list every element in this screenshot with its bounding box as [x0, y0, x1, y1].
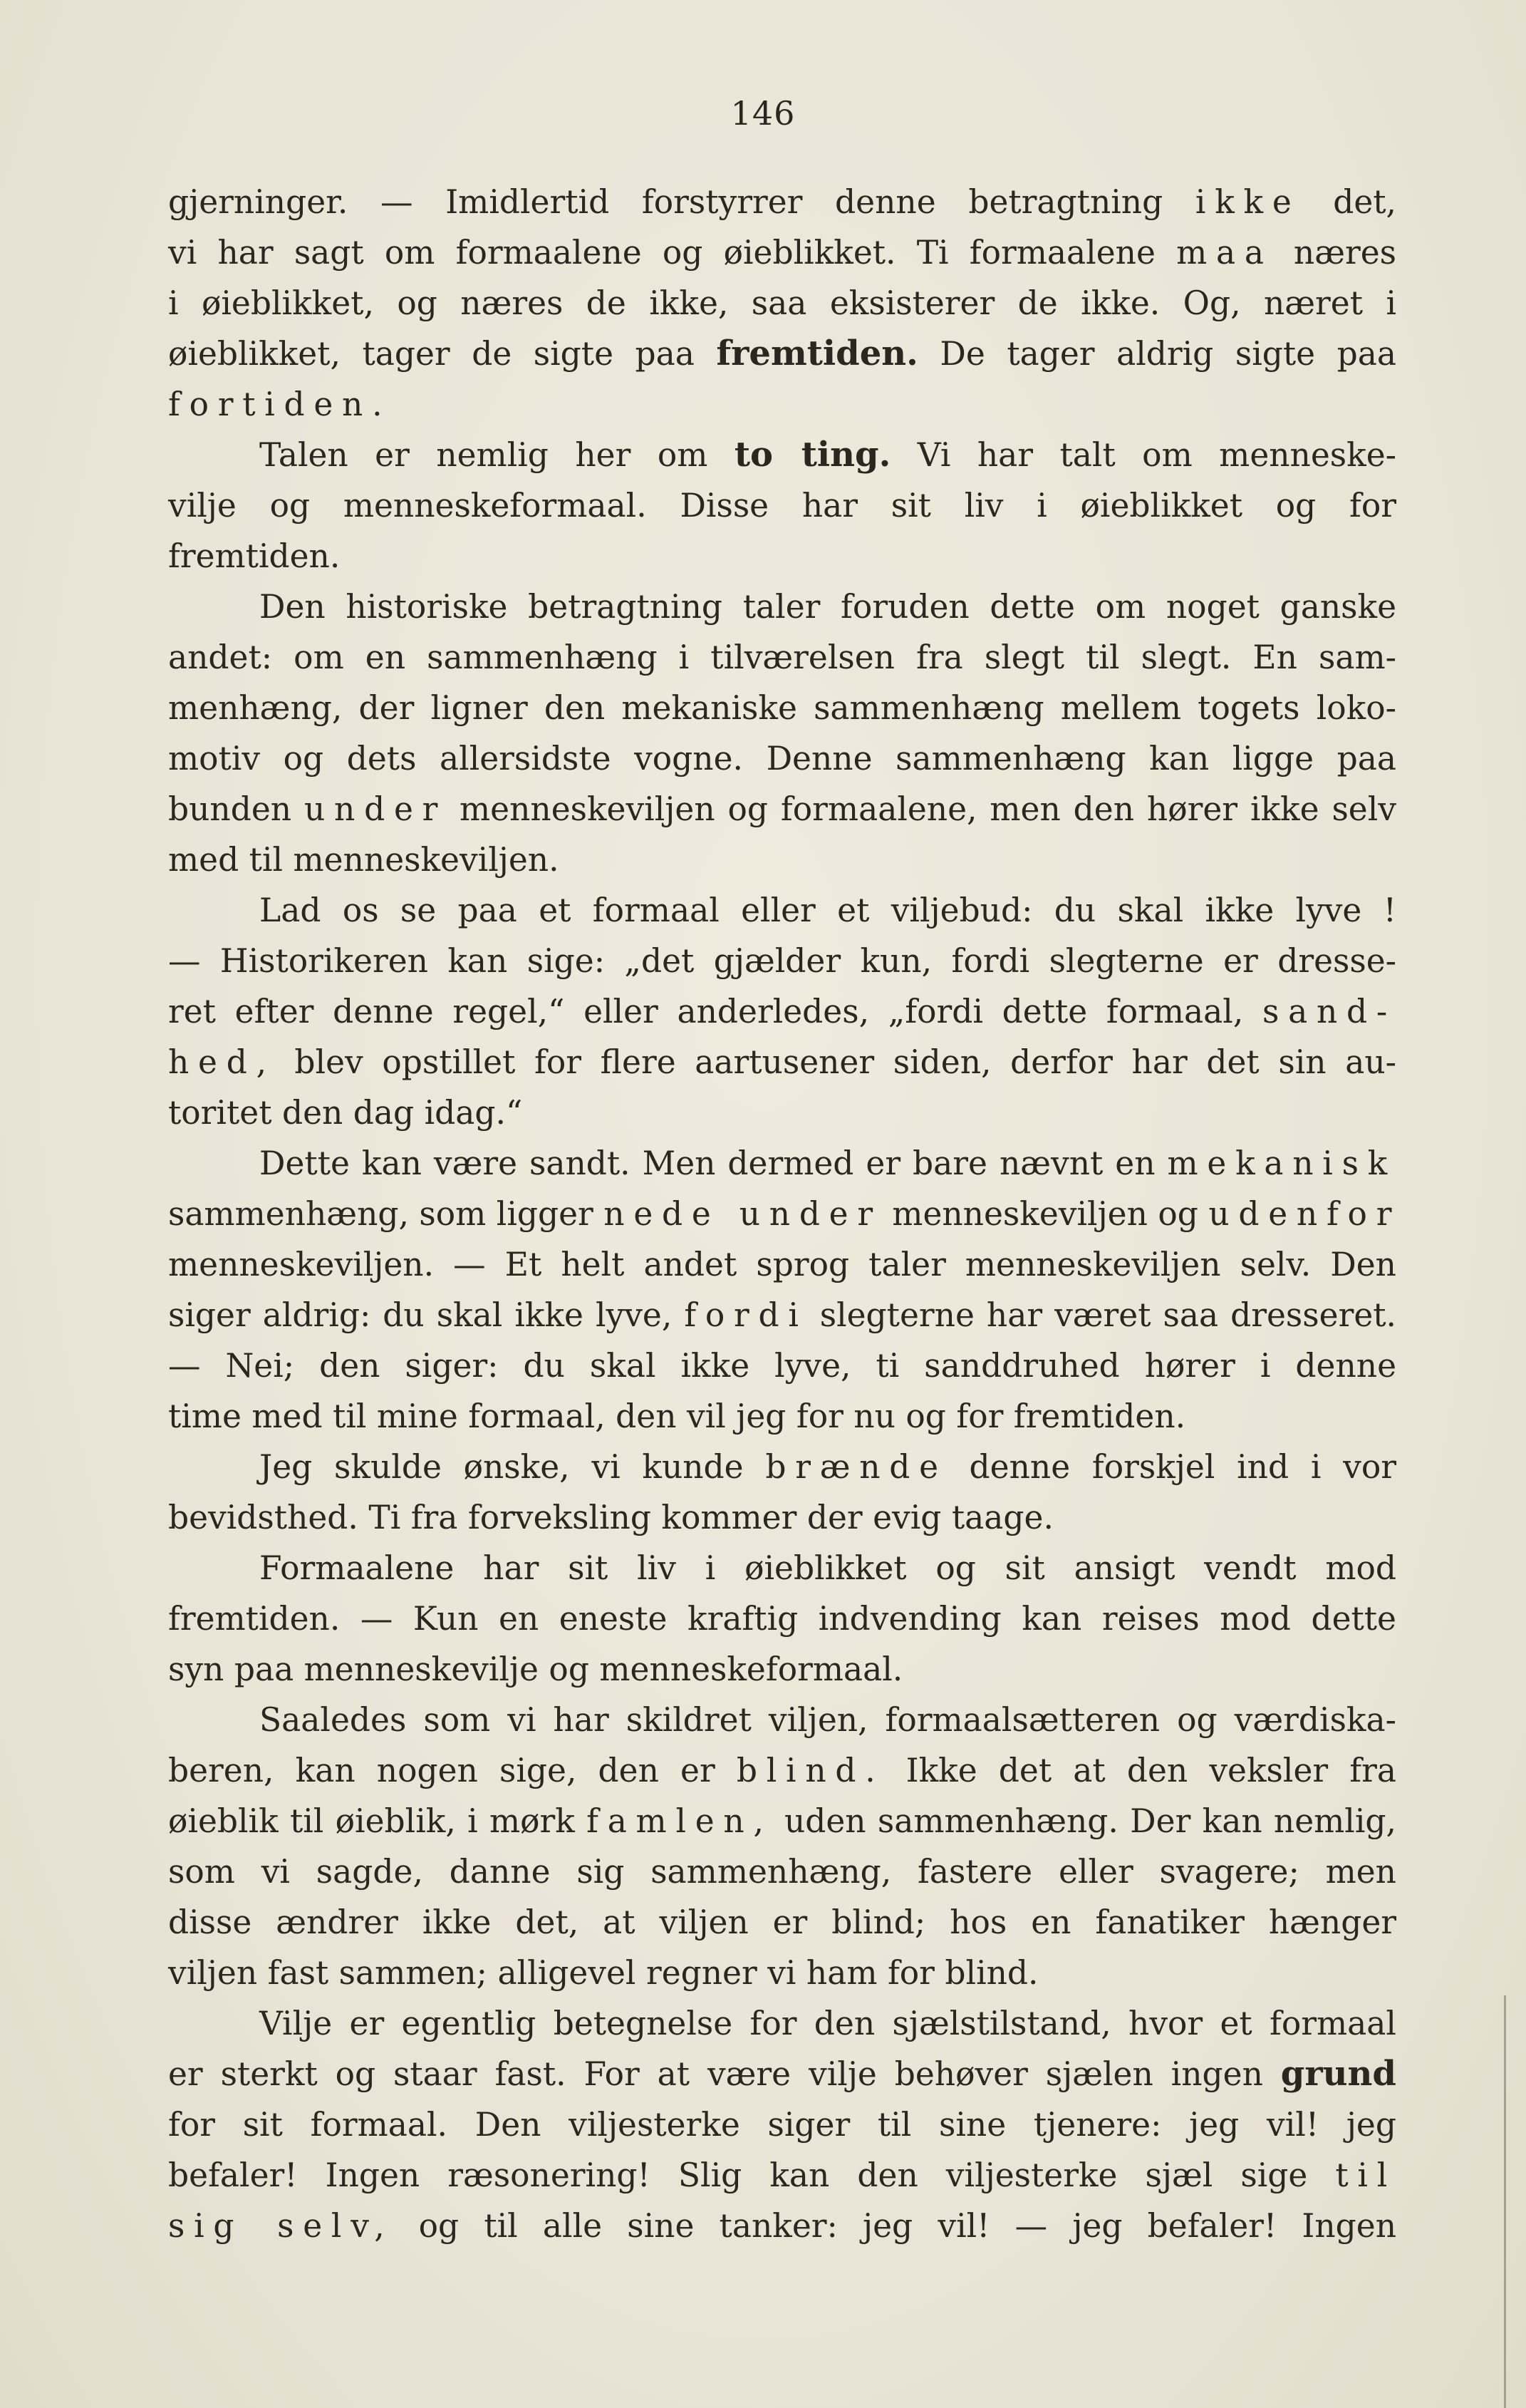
text-segment: time med til mine formaal, den vil jeg for nu og for fremtiden. [168, 1397, 1186, 1435]
text-segment: Jeg skulde ønske, vi kunde [259, 1448, 766, 1486]
text-line [168, 2099, 1396, 2150]
text-line [168, 1543, 1396, 1593]
text-segment: ret efter denne regel,“ eller anderledes, „fordi dette formaal, [168, 993, 1263, 1030]
spaced-emphasis-text: nede under [603, 1195, 882, 1233]
text-segment: menhæng, der ligner den mekaniske sammenhæng mellem togets loko- [168, 689, 1396, 727]
text-line [168, 1189, 1401, 1239]
text-segment: øieblikket, tager de sigte paa [168, 335, 717, 373]
text-segment: øieblik til øieblik, i mørk [168, 1802, 587, 1840]
spaced-emphasis-text: fordi [684, 1296, 808, 1334]
text-segment: syn paa menneskevilje og menneskeformaal. [168, 1650, 903, 1688]
page-edge-shadow [1504, 1995, 1506, 2408]
text-line [168, 227, 1396, 278]
text-segment: — Historikeren kan sige: „det gjælder kun, fordi slegterne er dresse- [168, 942, 1396, 980]
text-segment: Vi har talt om menneske- [891, 436, 1397, 474]
text-segment: bevidsthed. Ti fra forveksling kommer der evig taage. [168, 1499, 1054, 1536]
text-segment: og til alle sine tanker: jeg vil! — jeg befaler! Ingen [393, 2207, 1396, 2245]
text-line [168, 1138, 1396, 1189]
text-line [168, 1492, 1396, 1543]
text-segment: sammenhæng, som ligger [168, 1195, 604, 1233]
text-segment: Formaalene har sit liv i øieblikket og sit ansigt vendt mod [259, 1549, 1396, 1587]
bold-text: fremtiden. [716, 334, 918, 373]
spaced-emphasis-text: sig selv, [168, 2207, 394, 2245]
text-line [168, 1442, 1396, 1492]
text-line [168, 1037, 1396, 1087]
spaced-emphasis-text: hed, [168, 1043, 276, 1081]
text-line [168, 986, 1396, 1037]
spaced-emphasis-text: under [304, 790, 447, 828]
text-line [168, 1846, 1396, 1897]
text-line [168, 1340, 1396, 1391]
text-line [168, 1998, 1396, 2049]
text-line [168, 379, 1396, 430]
spaced-emphasis-text: maa [1176, 234, 1273, 272]
text-segment: denne forskjel ind i vor [947, 1448, 1397, 1486]
text-segment: Ikke det at den veksler fra [884, 1752, 1396, 1789]
text-line [168, 834, 1396, 885]
text-line [168, 1391, 1396, 1442]
spaced-emphasis-text: til [1335, 2156, 1396, 2194]
text-segment: uden sammenhæng. Der kan nemlig, [772, 1802, 1396, 1840]
text-segment: De tager aldrig sigte paa [918, 335, 1396, 373]
text-segment: som vi sagde, danne sig sammenhæng, fastere eller svagere; men [168, 1853, 1396, 1891]
spaced-emphasis-text: ikke [1195, 183, 1301, 221]
bold-text: grund [1280, 2054, 1396, 2094]
text-line [168, 2201, 1396, 2251]
text-line [168, 936, 1396, 986]
text-segment: andet: om en sammenhæng i tilværelsen fra slegt til slegt. En sam- [168, 639, 1396, 676]
text-segment: beren, kan nogen sige, den er [168, 1752, 737, 1789]
text-line [168, 1796, 1396, 1846]
spaced-emphasis-text: sand- [1262, 993, 1396, 1030]
text-line [168, 2150, 1396, 2201]
text-segment: næres [1272, 234, 1397, 272]
text-line [168, 1290, 1396, 1340]
spaced-emphasis-text: udenfor [1208, 1195, 1401, 1233]
page-number: 146 [730, 94, 796, 133]
text-segment: motiv og dets allersidste vogne. Denne sammenhæng kan ligge paa [168, 740, 1396, 777]
text-line [168, 177, 1396, 227]
text-segment: viljen fast sammen; alligevel regner vi ham for blind. [168, 1954, 1039, 1992]
spaced-emphasis-text: famlen, [586, 1802, 773, 1840]
text-line [168, 582, 1396, 632]
text-line [168, 1239, 1396, 1290]
text-line [168, 531, 1396, 582]
text-segment: menneskeviljen og formaalene, men den hører ikke selv [447, 790, 1396, 828]
text-segment: bunden [168, 790, 304, 828]
text-segment: disse ændrer ikke det, at viljen er blind; hos en fanatiker hænger [168, 1903, 1396, 1941]
text-segment: toritet den dag idag.“ [168, 1094, 523, 1132]
text-line [168, 1087, 1396, 1138]
text-line [168, 329, 1396, 379]
text-line [168, 885, 1396, 936]
text-segment: menneskeviljen. — Et helt andet sprog taler menneskeviljen selv. Den [168, 1246, 1396, 1283]
text-line [168, 278, 1396, 329]
text-line [168, 1695, 1396, 1745]
spaced-emphasis-text: blind. [736, 1752, 885, 1789]
text-segment: Saaledes som vi har skildret viljen, formaalsætteren og værdiska- [259, 1701, 1396, 1739]
text-segment: siger aldrig: du skal ikke lyve, [168, 1296, 685, 1334]
text-segment: vilje og menneskeformaal. Disse har sit liv i øieblikket og for [168, 487, 1396, 525]
text-segment: Lad os se paa et formaal eller et viljebud: du skal ikke lyve ! [259, 892, 1396, 929]
text-line [168, 1593, 1396, 1644]
text-line [168, 632, 1396, 683]
text-line [168, 1897, 1396, 1948]
text-segment: Den historiske betragtning taler foruden dette om noget ganske [259, 588, 1396, 626]
text-segment: — Nei; den siger: du skal ikke lyve, ti sanddruhed hører i denne [168, 1347, 1396, 1385]
text-line [168, 430, 1396, 480]
text-segment: Dette kan være sandt. Men dermed er bare nævnt en [259, 1144, 1168, 1182]
text-segment: Talen er nemlig her om [259, 436, 735, 474]
text-segment: blev opstillet for flere aartusener siden, derfor har det sin au- [275, 1043, 1396, 1081]
text-segment: med til menneskeviljen. [168, 841, 559, 879]
text-segment: er sterkt og staar fast. For at være vilje behøver sjælen ingen [168, 2055, 1281, 2093]
text-line [168, 683, 1396, 733]
text-segment: Vilje er egentlig betegnelse for den sjælstilstand, hvor et formaal [259, 2005, 1396, 2042]
text-segment: for sit formaal. Den viljesterke siger til sine tjenere: jeg vil! jeg [168, 2106, 1396, 2144]
text-segment: menneskeviljen og [881, 1195, 1209, 1233]
text-line [168, 2049, 1396, 2099]
text-line [168, 1745, 1396, 1796]
text-line [168, 733, 1396, 784]
text-segment: gjerninger. — Imidlertid forstyrrer denne betragtning [168, 183, 1195, 221]
text-segment: slegterne har været saa dresseret. [807, 1296, 1396, 1334]
text-segment: i øieblikket, og næres de ikke, saa eksisterer de ikke. Og, næret i [168, 284, 1396, 322]
spaced-emphasis-text: fortiden. [168, 386, 392, 423]
text-line [168, 480, 1396, 531]
spaced-emphasis-text: brænde [765, 1448, 948, 1486]
text-segment: vi har sagt om formaalene og øieblikket. Ti formaalene [168, 234, 1177, 272]
text-segment: det, [1300, 183, 1396, 221]
text-segment: fremtiden. [168, 537, 341, 575]
text-segment: fremtiden. — Kun en eneste kraftig indvending kan reises mod dette [168, 1600, 1396, 1638]
text-line [168, 1948, 1396, 1998]
spaced-emphasis-text: mekanisk [1167, 1144, 1396, 1182]
body-text [168, 177, 1401, 2251]
bold-text: to ting. [734, 435, 891, 475]
text-line [168, 784, 1396, 834]
text-segment: befaler! Ingen ræsonering! Slig kan den viljesterke sjæl sige [168, 2156, 1336, 2194]
text-line [168, 1644, 1396, 1695]
